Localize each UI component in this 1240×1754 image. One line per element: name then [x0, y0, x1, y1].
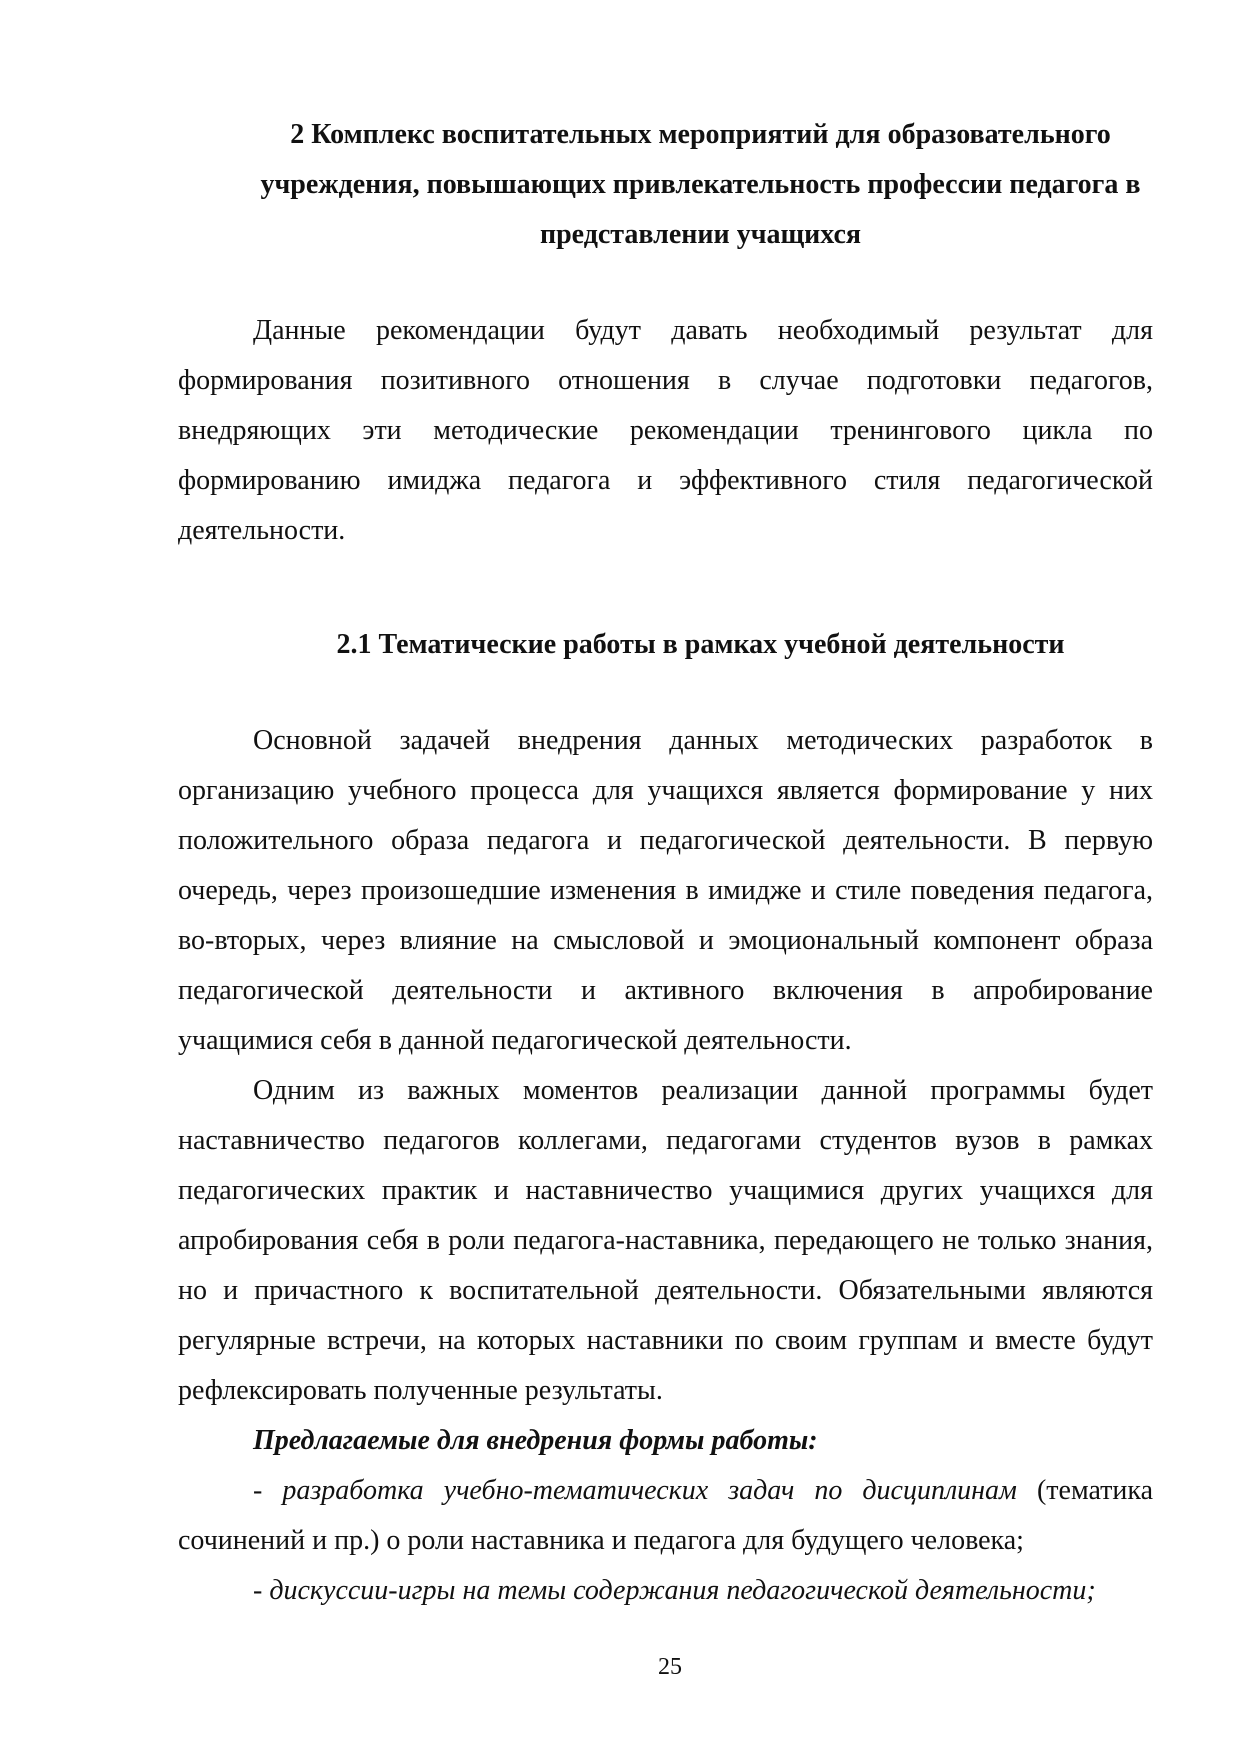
list-item-1-italic: - разработка учебно-тематических задач по дисциплинам — [253, 1475, 1017, 1506]
body-paragraph-2: Одним из важных моментов реализации данной программы будет наставничество педагогов коллегами, педагогами студентов вузов в рамках педагогических практик и наставничество учащимися других учащихся для апробирования себя в роли педагога-наставника, передающего не только знания, но и причастного к воспитательной деятельности. Обязательными являются регулярные встречи, на которых наставники по своим группам и вместе будут рефлексировать полученные результаты. — [178, 1075, 1153, 1406]
forms-heading-line — [178, 1416, 1153, 1466]
list-item-1-rest: (тематика сочинений и пр.) о роли наставника и педагога для будущего человека; — [178, 1475, 1153, 1556]
chapter-heading: 2 Комплекс воспитательных мероприятий для образовательного учреждения, повышающих привлекательность профессии педагога в представлении учащихся — [260, 119, 1141, 250]
page-number: 25 — [658, 1654, 682, 1680]
forms-heading: Предлагаемые для внедрения формы работы: — [253, 1425, 818, 1456]
body-paragraph-1: Основной задачей внедрения данных методических разработок в организацию учебного процесса для учащихся является формирование у них положительного образа педагога и педагогической деятельности. В первую очередь, через произошедшие изменения в имидже и стиле поведения педагога, во-вторых, через влияние на смысловой и эмоциональный компонент образа педагогической деятельности и активного включения в апробирование учащимися себя в данной педагогической деятельности. — [178, 725, 1153, 1056]
list-item-2: - дискуссии-игры на темы содержания педагогической деятельности; — [253, 1575, 1096, 1606]
list-item-1 — [178, 1466, 1153, 1566]
intro-paragraph: Данные рекомендации будут давать необходимый результат для формирования позитивного отношения в случае подготовки педагогов, внедряющих эти методические рекомендации тренингового цикла по формированию имиджа педагога и эффективного стиля педагогической деятельности. — [178, 315, 1153, 546]
page-content — [178, 110, 1153, 1616]
section-heading: 2.1 Тематические работы в рамках учебной деятельности — [336, 629, 1065, 660]
